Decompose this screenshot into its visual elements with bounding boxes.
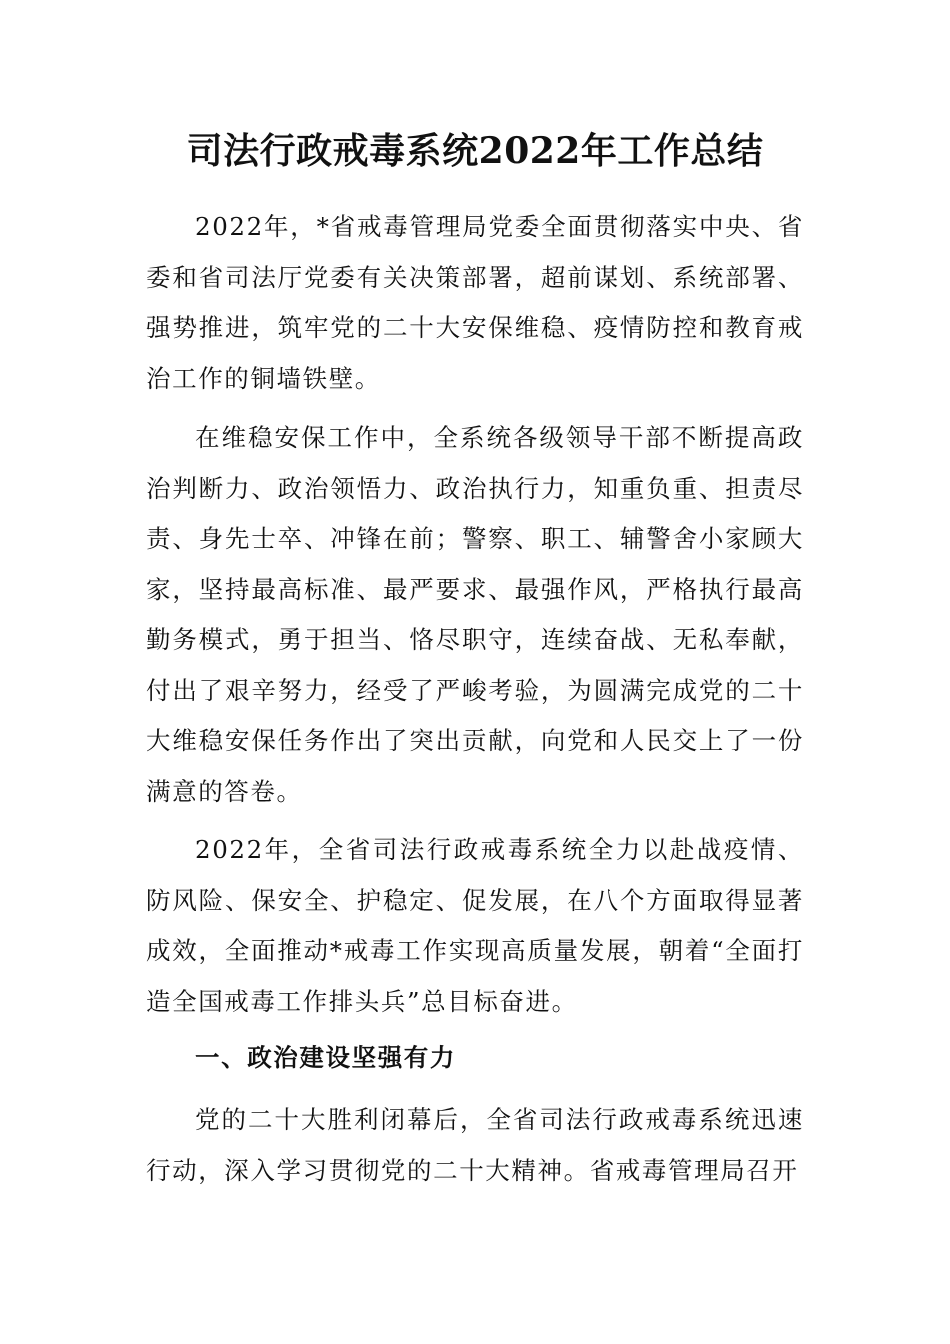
paragraph-security: 在维稳安保工作中，全系统各级领导干部不断提高政治判断力、政治领悟力、政治执行力，知重负重、担责尽责、身先士卒、冲锋在前；警察、职工、辅警舍小家顾大家，坚持最高标准、最严要求、最强作风，严格执行最高勤务模式，勇于担当、恪尽职守，连续奋战、无私奉献，付出了艰辛努力，经受了严峻考验，为圆满完成党的二十大维稳安保任务作出了突出贡献，向党和人民交上了一份满意的答卷。: [146, 423, 804, 806]
paragraph-intro: 2022年，*省戒毒管理局党委全面贯彻落实中央、省委和省司法厅党委有关决策部署，超前谋划、系统部署、强势推进，筑牢党的二十大安保维稳、疫情防控和教育戒治工作的铜墙铁壁。: [146, 212, 804, 393]
section-heading: 一、政治建设坚强有力: [195, 1043, 456, 1072]
document-title: 司法行政戒毒系统2022年工作总结: [186, 130, 764, 172]
paragraph-achievements: 2022年，全省司法行政戒毒系统全力以赴战疫情、防风险、保安全、护稳定、促发展，在八个方面取得显著成效，全面推动*戒毒工作实现高质量发展，朝着“全面打造全国戒毒工作排头兵”总目标奋进。: [146, 835, 804, 1016]
paragraph-section-one: 党的二十大胜利闭幕后，全省司法行政戒毒系统迅速行动，深入学习贯彻党的二十大精神。省戒毒管理局召开: [146, 1105, 804, 1185]
